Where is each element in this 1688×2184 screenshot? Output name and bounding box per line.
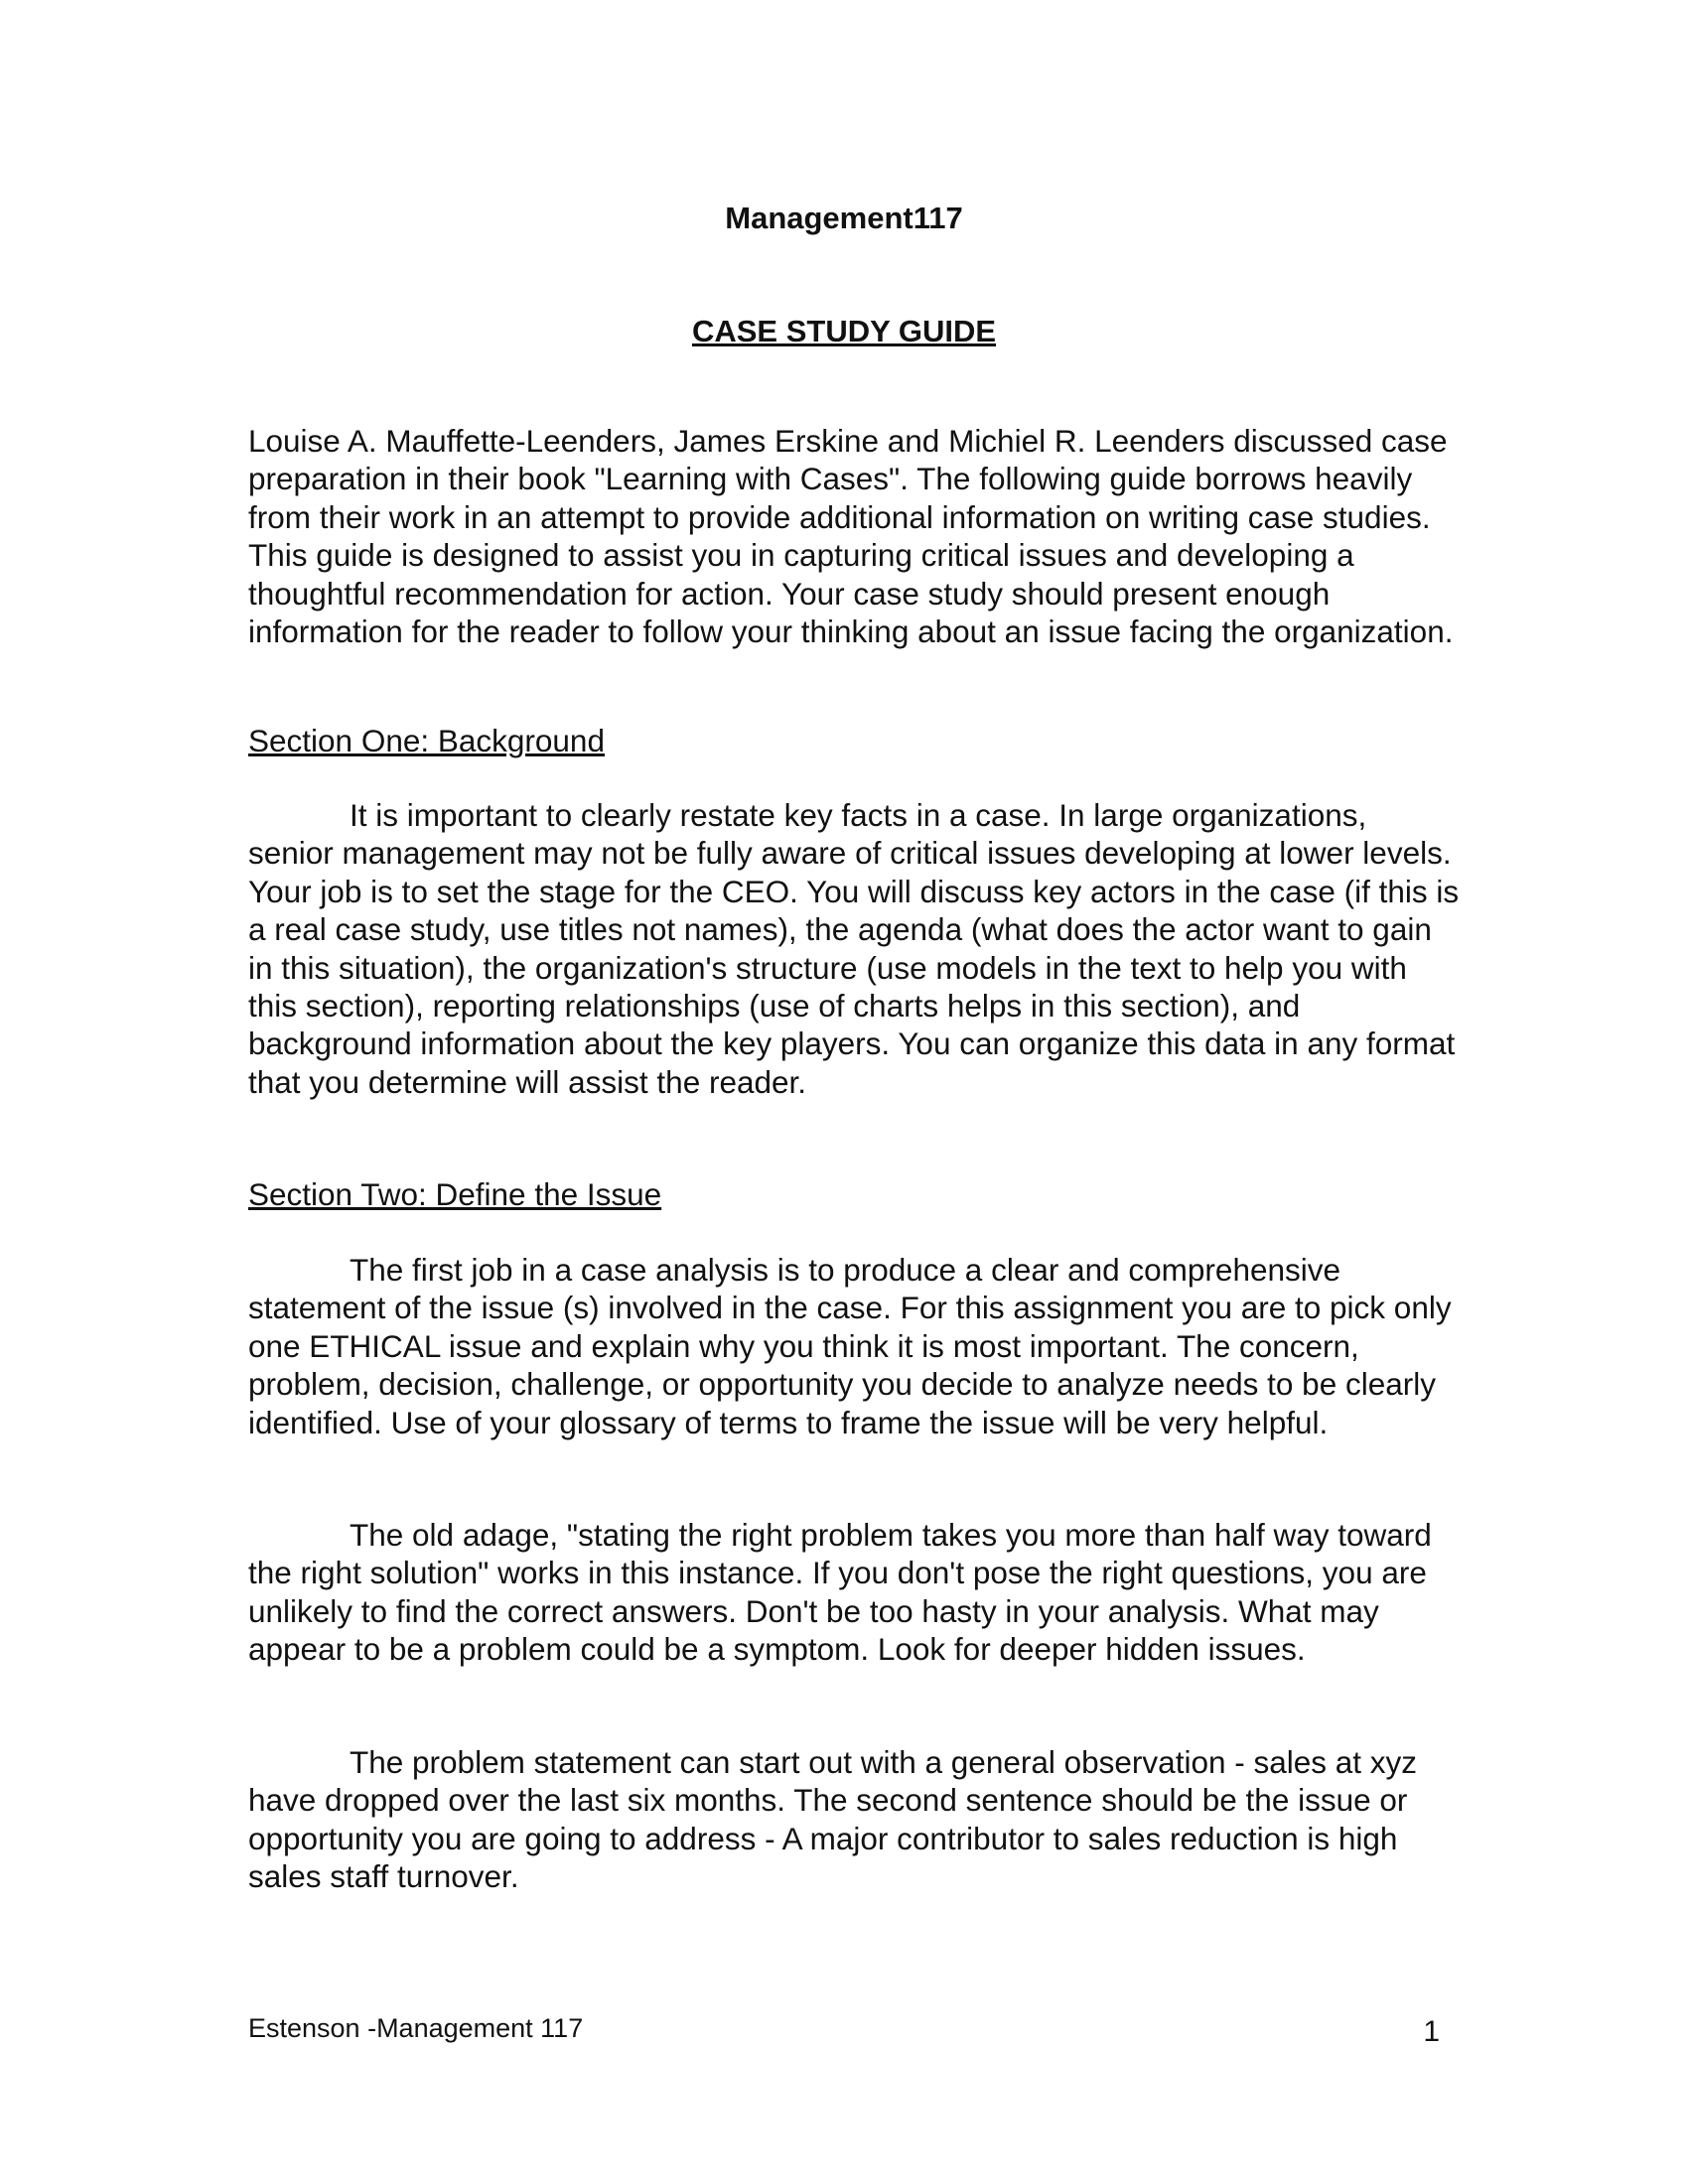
- course-title: Management117: [725, 201, 963, 235]
- footer-text: Estenson -Management 117: [248, 2013, 584, 2043]
- intro-paragraph: Louise A. Mauffette-Leenders, James Erskine and Michiel R. Leenders discussed case preparation in their book "Learning with Cases". The following guide borrows heavily from their work in an attempt to provide additional information on writing case studies. This guide is designed to assist you in capturing critical issues and developing a thoughtful recommendation for action. Your case study should present enough information for the reader to follow your thinking about an issue facing the organization.: [248, 423, 1454, 650]
- section-two-heading: Section Two: Define the Issue: [248, 1176, 662, 1212]
- section-one-heading: Section One: Background: [248, 723, 605, 758]
- section-one-paragraph: It is important to clearly restate key facts in a case. In large organizations, senior management may not be fully aware of critical issues developing at lower levels. Your job is to set the stage for the CEO. You will discuss key actors in the case (if this is a real case study, use titles not names), the agenda (what does the actor want to gain in this situation), the organization's structure (use models in the text to help you with this section), reporting relationships (use of charts helps in this section), and background information about the key players. You can organize this data in any format that you determine will assist the reader.: [248, 797, 1460, 1100]
- page-number: 1: [1423, 2015, 1440, 2048]
- section-two-paragraph-1: The first job in a case analysis is to produce a clear and comprehensive statement of the issue (s) involved in the case. For this assignment you are to pick only one ETHICAL issue and explain why you think it is most important. The concern, problem, decision, challenge, or opportunity you decide to analyze needs to be clearly identified. Use of your glossary of terms to frame the issue will be very helpful.: [248, 1252, 1452, 1440]
- guide-title: CASE STUDY GUIDE: [691, 314, 997, 348]
- section-two-paragraph-3: The problem statement can start out with a general observation - sales at xyz have dropped over the last six months. The second sentence should be the issue or opportunity you are going to address - A major contributor to sales reduction is high sales staff turnover.: [248, 1744, 1418, 1895]
- section-two-paragraph-2: The old adage, "stating the right problem takes you more than half way toward the right solution" works in this instance. If you don't pose the right questions, you are unlikely to find the correct answers. Don't be too hasty in your analysis. What may appear to be a problem could be a symptom. Look for deeper hidden issues.: [248, 1517, 1432, 1668]
